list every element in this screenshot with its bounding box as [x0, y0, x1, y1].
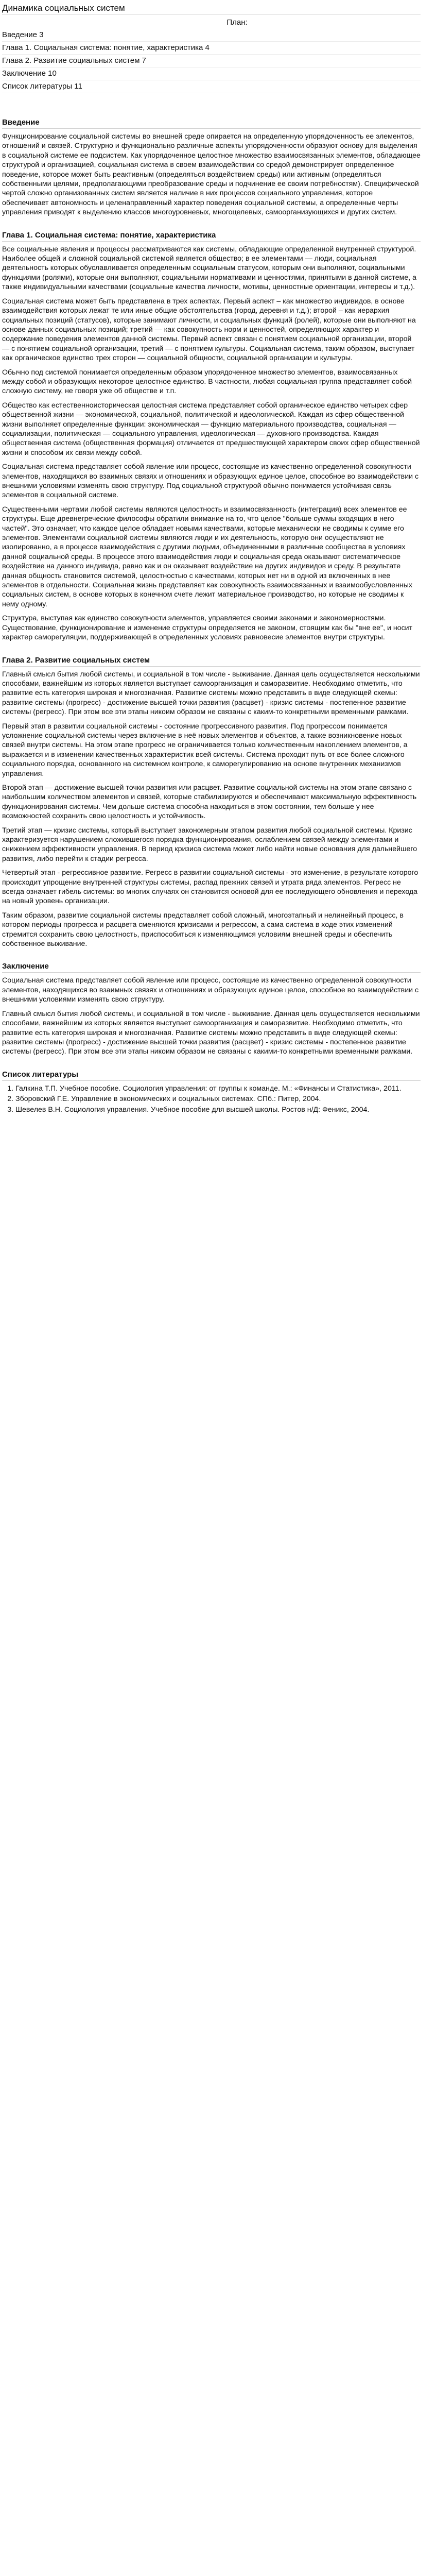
reference-item: 3. Шевелев В.Н. Социология управления. Учебное пособие для высшей школы. Ростов н/Д: Феникс, 2004. [15, 1105, 421, 1114]
paragraph: Структура, выступая как единство совокупности элементов, управляется своими законами и закономерностями. Существование, функционирование и изменение структуры определяется не законом, стоящим как бы "вне ее", и носит характер саморегуляции, поддерживающей в определенных условиях равновесие элементов внутри структуры. [2, 614, 413, 642]
toc-item: Заключение 10 [2, 67, 421, 80]
section-references [2, 1070, 421, 1114]
paragraph: Социальная система представляет собой явление или процесс, состоящие из качественно определенной совокупности элементов, находящихся во взаимных связях и отношениях и образующих единое целое, способное во взаимодействии с внешними условиями изменять свою структуру. [2, 976, 419, 1004]
section-title: Заключение [2, 962, 421, 973]
section-chapter-1 [2, 231, 421, 642]
section-title: Глава 2. Развитие социальных систем [2, 656, 421, 667]
section-title: Глава 1. Социальная система: понятие, характеристика [2, 231, 421, 242]
paragraph: Второй этап — достижение высшей точки развития или расцвет. Развитие социальной системы на этом этапе связано с наибольшим количеством элементов и связей, которые стабилизируются и обеспечивают максимальную эффективность функционирования системы. Чем дольше система способна находиться в этом состоянии, тем больше у нее возможностей сохранить свою целостность и устойчивость. [2, 783, 417, 821]
document [0, 0, 436, 1138]
toc-item: Глава 2. Развитие социальных систем 7 [2, 55, 421, 67]
paragraph: Социальная система представляет собой явление или процесс, состоящие из качественно определенной совокупности элементов, находящихся во взаимных связях и отношениях и образующих единое целое, способное во взаимодействии с внешними условиями изменять свою структуру. Под социальной структурой обычно понимается устойчивая связь элементов в социальной системе. [2, 463, 419, 500]
toc-item: Введение 3 [2, 29, 421, 42]
document-title: Динамика социальных систем [2, 3, 421, 15]
paragraph: Главный смысл бытия любой системы, и социальной в том числе - выживание. Данная цель осуществляется несколькими способами, важнейшим из которых является выступает самоорганизация и саморазвитие. Необходимо отметить, что развитие есть категория широкая и многозначная. Развитие системы можно представить в виде следующей схемы: развитие системы (прогресс) - достижение высшей точки развития (расцвет) - кризис системы - постепенное развитие системы (регресс). При этом все эти этапы никоим образом не связаны с какими-то конкретными временными рамками. [2, 1009, 420, 1056]
reference-list [2, 1084, 421, 1114]
section-chapter-2 [2, 656, 421, 949]
table-of-contents [2, 29, 421, 93]
toc-item: Глава 1. Социальная система: понятие, характеристика 4 [2, 42, 421, 55]
section-title: Список литературы [2, 1070, 421, 1081]
paragraph: Четвертый этап - регрессивное развитие. Регресс в развитии социальной системы - это изменение, в результате которого происходит упрощение внутренней структуры системы, распад прежних связей и утрата ряда элементов. Регресс не всегда означает гибель системы: во многих случаях он становится основой для ее последующего обновления и перехода на новый уровень организации. [2, 869, 418, 906]
paragraph: Социальная система может быть представлена в трех аспектах. Первый аспект – как множество индивидов, в основе взаимодействия которых лежат те или иные общие обстоятельства (город, деревня и т.д.); второй – как иерархия социальных позиций (статусов), которые занимают личности, и социальных функций (ролей), которые они выполняют на основе данных социальных позиций; третий — как совокупность норм и ценностей, определяющих характер и содержание поведения элементов данной системы. Первый аспект связан с понятием социальной организации, второй — с понятием социальной организации, третий — с понятием культуры. Социальная система, таким образом, выступает как органическое единство трех сторон — социальной общности, социальной организации и культуры. [2, 297, 416, 363]
paragraph: Существенными чертами любой системы являются целостность и взаимосвязанность (интеграция) всех элементов ее структуры. Еще древнегреческие философы обратили внимание на то, что целое "больше суммы входящих в него частей". Это означает, что каждое целое обладает новыми качествами, которые механически не сводимы к сумме его элементов. Элементами социальной системы являются люди и их деятельность, которую они осуществляют не изолированно, а в процессе взаимодействия с другими людьми, объединенными в различные сообщества в условиях данной социальной среды. В процессе этого взаимодействия люди и социальная среда оказывают систематическое воздействие на данного индивида, равно как и он оказывает воздействие на других индивидов и среду. В результате данная общность становится системой, целостностью с качествами, которых нет ни в одной из включенных в нее элементов в отдельности. Социальная жизнь представляет как совокупность взаимосвязанных и взаимообусловленных социальных систем, в основе которых в конечном счете лежит материальное производство, но которые не сводимы к нему одному. [2, 505, 412, 608]
reference-item: 2. Зборовский Г.Е. Управление в экономических и социальных системах. СПб.: Питер, 2004. [15, 1094, 421, 1104]
section-title: Введение [2, 118, 421, 129]
paragraph: Общество как естественноисторическая целостная система представляет собой органическое единство четырех сфер общественной жизни — экономической, социальной, политической и идеологической. Каждая из сфер общественной жизни выполняет определенные функции: экономическая — функцию материального производства, социальная — социализации, политическая — социального управления, идеологическая — духовного производства. Каждая общественная система (общественная формация) отличается от предшествующей характером своих сфер общественной жизни и способом их связи между собой. [2, 401, 420, 457]
plan-heading: План: [226, 18, 248, 27]
paragraph: Обычно под системой понимается определенным образом упорядоченное множество элементов, взаимосвязанных между собой и образующих некоторое целостное единство. В частности, любая социальная группа представляет собой сложную систему, не говоря уже об обществе и т.п. [2, 368, 412, 396]
paragraph: Функционирование социальной системы во внешней среде опирается на определенную упорядоченность ее элементов, отношений и связей. Структурно и функционально различные аспекты упорядоченности образуют основу для выделения в социальной системе ее подсистем. Как упорядоченное целостное множество взаимосвязанных элементов, обладающее структурой и организацией, социальная система в своем взаимодействии со средой демонстрирует определенное поведение, которое может быть реактивным (определяться воздействием среды) или активным (определяться собственными целями, предполагающими преобразование среды и подчинение ее своим потребностям). Специфической чертой сложно организованных систем является наличие в них процессов социального управления, которое обеспечивает автономность и целенаправленный характер поведения социальной системы, а определенные черты управления приводят к выделению классов многоуровневых, многоцелевых, самоорганизующихся и других систем. [2, 132, 421, 217]
toc-item: Список литературы 11 [2, 80, 421, 93]
paragraph: Третий этап — кризис системы, который выступает закономерным этапом развития любой социальной системы. Кризис характеризуется нарушением сложившегося порядка функционирования, ослаблением связей между элементами и снижением эффективности управления. В период кризиса система может либо найти новые основания для дальнейшего развития, либо перейти к стадии регресса. [2, 826, 417, 863]
section-conclusion [2, 962, 421, 1056]
section-introduction [2, 118, 421, 217]
paragraph: Первый этап в развитии социальной системы - состояние прогрессивного развития. Под прогрессом понимается усложнение социальной системы через включение в неё новых элементов и объектов, а также возникновение новых связей внутри системы. На этом этапе прогресс не ограничивается только количественным накоплением элементов, а выражается и в изменении качественных характеристик всей системы. Система проходит путь от все более сложного социального порядка, основанного на системном контроле, к саморегулированию на основе внутренних механизмов управления. [2, 722, 408, 778]
reference-item: 1. Галкина Т.П. Учебное пособие. Социология управления: от группы к команде. М.: «Финансы и Статистика», 2011. [15, 1084, 421, 1093]
paragraph: Все социальные явления и процессы рассматриваются как системы, обладающие определенной внутренней структурой. Наиболее общей и сложной социальной системой является общество; в ее элементами — люди, социальная деятельность которых обуславливается определенным социальным статусом, которым они выполняют, социальными функциями (ролями), которые они выполняют, социальными нормативами и ценностями, принятыми в данной системе, а также индивидуальными качествами (социальные качества личности, мотивы, ценностные ориентации, интересы и т.д.). [2, 245, 417, 292]
paragraph: Таким образом, развитие социальной системы представляет собой сложный, многоэтапный и нелинейный процесс, в котором периоды прогресса и расцвета сменяются кризисами и регрессом, а сама система в ходе этих изменений стремится сохранить свою целостность, приспособиться к изменяющимся условиям внешней среды и обеспечить собственное выживание. [2, 911, 404, 948]
paragraph: Главный смысл бытия любой системы, и социальной в том числе - выживание. Данная цель осуществляется несколькими способами, важнейшим из которых является выступает самоорганизация и саморазвитие. Необходимо отметить, что развитие есть категория широкая и многозначная. Развитие системы можно представить в виде следующей схемы: развитие системы (прогресс) - достижение высшей точки развития (расцвет) - кризис системы - постепенное развитие системы (регресс). При этом все эти этапы никоим образом не связаны с каким-то конкретными временными рамками. [2, 670, 420, 717]
